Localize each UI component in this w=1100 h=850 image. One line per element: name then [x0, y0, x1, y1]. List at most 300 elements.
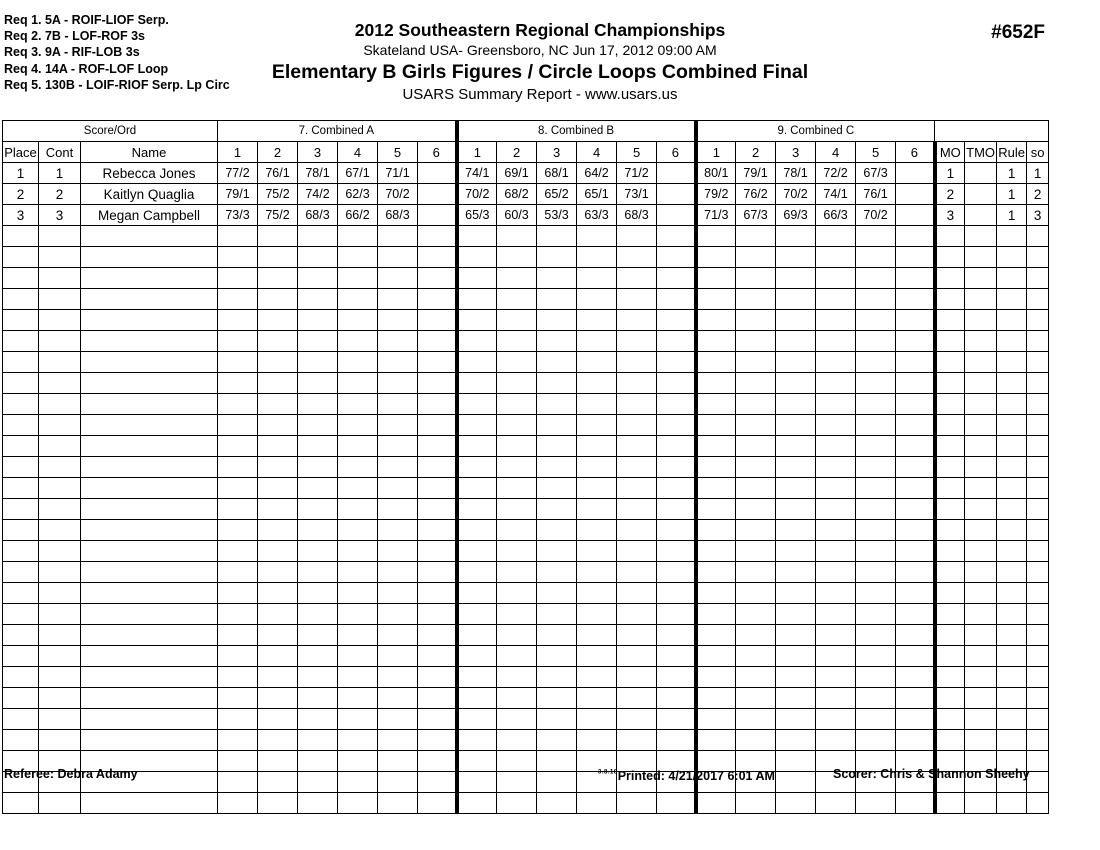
cell-so: [1027, 583, 1049, 604]
cell-c-judge-5: [856, 289, 896, 310]
column-header-a-judge-1: 1: [218, 142, 258, 163]
cell-tmo: [965, 268, 997, 289]
cell-a-judge-4: [338, 352, 378, 373]
cell-b-judge-1: [457, 415, 497, 436]
cell-a-judge-5: [378, 478, 418, 499]
cell-b-judge-6: [657, 331, 696, 352]
cell-a-judge-2: [258, 352, 298, 373]
cell-b-judge-1: 74/1: [457, 163, 497, 184]
cell-b-judge-5: [617, 688, 657, 709]
cell-a-judge-4: [338, 247, 378, 268]
cell-a-judge-1: [218, 499, 258, 520]
cell-a-judge-1: [218, 709, 258, 730]
cell-c-judge-2: [736, 667, 776, 688]
cell-b-judge-6: [657, 352, 696, 373]
cell-a-judge-5: [378, 604, 418, 625]
cell-c-judge-6: [896, 415, 935, 436]
cell-c-judge-3: 78/1: [776, 163, 816, 184]
cell-rule: [997, 373, 1027, 394]
cell-c-judge-4: [816, 436, 856, 457]
cell-rule: [997, 289, 1027, 310]
cell-tmo: [965, 226, 997, 247]
cell-c-judge-2: [736, 289, 776, 310]
cell-a-judge-3: [298, 541, 338, 562]
cell-b-judge-4: [577, 226, 617, 247]
cell-a-judge-6: [418, 730, 457, 751]
cell-cont: [39, 709, 81, 730]
cell-c-judge-1: 71/3: [696, 205, 736, 226]
table-row: [3, 457, 1049, 478]
cell-place: [3, 562, 39, 583]
cell-c-judge-4: [816, 688, 856, 709]
cell-a-judge-4: [338, 226, 378, 247]
cell-a-judge-3: [298, 709, 338, 730]
cell-c-judge-1: [696, 394, 736, 415]
cell-a-judge-5: [378, 667, 418, 688]
printed-timestamp: Printed: 4/21/2017 6:01 AM: [617, 769, 775, 783]
cell-c-judge-3: [776, 352, 816, 373]
cell-a-judge-2: [258, 247, 298, 268]
cell-a-judge-4: [338, 709, 378, 730]
cell-b-judge-1: [457, 373, 497, 394]
cell-c-judge-6: [896, 793, 935, 814]
table-row: [3, 415, 1049, 436]
cell-tmo: [965, 499, 997, 520]
cell-cont: [39, 541, 81, 562]
cell-mo: [935, 709, 965, 730]
cell-c-judge-5: [856, 268, 896, 289]
cell-c-judge-1: [696, 541, 736, 562]
cell-a-judge-5: [378, 226, 418, 247]
cell-tmo: [965, 352, 997, 373]
cell-b-judge-1: 70/2: [457, 184, 497, 205]
cell-a-judge-2: [258, 793, 298, 814]
cell-rule: [997, 394, 1027, 415]
cell-b-judge-4: [577, 562, 617, 583]
cell-b-judge-5: [617, 457, 657, 478]
cell-a-judge-4: [338, 583, 378, 604]
cell-b-judge-6: [657, 205, 696, 226]
cell-b-judge-5: [617, 583, 657, 604]
cell-mo: [935, 331, 965, 352]
cell-c-judge-1: [696, 331, 736, 352]
cell-c-judge-6: [896, 688, 935, 709]
cell-b-judge-4: [577, 352, 617, 373]
cell-c-judge-6: [896, 646, 935, 667]
cell-cont: [39, 352, 81, 373]
cell-tmo: [965, 310, 997, 331]
cell-c-judge-1: [696, 415, 736, 436]
cell-c-judge-6: [896, 436, 935, 457]
cell-b-judge-2: [497, 247, 537, 268]
cell-c-judge-4: [816, 373, 856, 394]
cell-mo: [935, 436, 965, 457]
cell-tmo: [965, 247, 997, 268]
cell-a-judge-5: [378, 289, 418, 310]
cell-b-judge-1: [457, 310, 497, 331]
cell-c-judge-4: [816, 247, 856, 268]
cell-place: [3, 394, 39, 415]
cell-b-judge-4: [577, 289, 617, 310]
requirement-line-4: Req 4. 14A - ROF-LOF Loop: [4, 61, 169, 76]
cell-c-judge-1: [696, 730, 736, 751]
cell-mo: [935, 541, 965, 562]
cell-b-judge-3: [537, 436, 577, 457]
cell-a-judge-4: [338, 646, 378, 667]
cell-b-judge-4: [577, 394, 617, 415]
cell-a-judge-2: [258, 646, 298, 667]
cell-c-judge-6: [896, 541, 935, 562]
cell-name: [81, 394, 218, 415]
cell-a-judge-5: [378, 730, 418, 751]
cell-c-judge-3: [776, 604, 816, 625]
cell-b-judge-1: [457, 646, 497, 667]
cell-a-judge-5: [378, 541, 418, 562]
cell-c-judge-3: [776, 394, 816, 415]
table-row: [3, 331, 1049, 352]
cell-c-judge-1: [696, 562, 736, 583]
cell-cont: [39, 415, 81, 436]
cell-a-judge-1: [218, 289, 258, 310]
cell-b-judge-6: [657, 688, 696, 709]
cell-a-judge-1: [218, 373, 258, 394]
cell-b-judge-2: [497, 730, 537, 751]
cell-c-judge-2: [736, 457, 776, 478]
cell-a-judge-3: [298, 625, 338, 646]
cell-b-judge-4: [577, 604, 617, 625]
cell-b-judge-2: [497, 625, 537, 646]
cell-b-judge-6: [657, 289, 696, 310]
cell-rule: [997, 646, 1027, 667]
group-header-combined-a: 7. Combined A: [218, 121, 457, 142]
cell-b-judge-3: [537, 331, 577, 352]
cell-so: [1027, 373, 1049, 394]
cell-tmo: [965, 793, 997, 814]
cell-a-judge-6: [418, 289, 457, 310]
table-row: [3, 541, 1049, 562]
cell-place: [3, 436, 39, 457]
cell-cont: [39, 310, 81, 331]
cell-b-judge-4: [577, 268, 617, 289]
cell-name: Kaitlyn Quaglia: [81, 184, 218, 205]
cell-a-judge-6: [418, 793, 457, 814]
cell-a-judge-1: [218, 478, 258, 499]
cell-c-judge-5: [856, 352, 896, 373]
cell-c-judge-1: [696, 289, 736, 310]
cell-c-judge-4: [816, 562, 856, 583]
cell-tmo: [965, 415, 997, 436]
cell-b-judge-5: [617, 478, 657, 499]
cell-b-judge-3: [537, 541, 577, 562]
cell-tmo: [965, 478, 997, 499]
cell-c-judge-3: [776, 793, 816, 814]
cell-a-judge-3: [298, 478, 338, 499]
cell-b-judge-1: [457, 625, 497, 646]
table-row: [3, 310, 1049, 331]
cell-b-judge-3: [537, 226, 577, 247]
cell-name: [81, 520, 218, 541]
cell-b-judge-4: [577, 247, 617, 268]
cell-cont: [39, 646, 81, 667]
cell-a-judge-1: [218, 331, 258, 352]
cell-place: [3, 730, 39, 751]
cell-cont: [39, 226, 81, 247]
cell-b-judge-2: [497, 373, 537, 394]
scorer-label: Scorer: Chris & Shannon Sheehy: [833, 767, 1030, 781]
version-label: 3.8.18: [598, 769, 618, 776]
cell-cont: [39, 667, 81, 688]
cell-c-judge-2: [736, 310, 776, 331]
cell-c-judge-5: [856, 730, 896, 751]
cell-a-judge-3: [298, 583, 338, 604]
cell-c-judge-1: [696, 478, 736, 499]
cell-c-judge-4: [816, 352, 856, 373]
event-title: Elementary B Girls Figures / Circle Loops Combined Final: [271, 61, 809, 83]
cell-rule: [997, 352, 1027, 373]
cell-so: [1027, 247, 1049, 268]
cell-a-judge-6: [418, 436, 457, 457]
cell-c-judge-4: [816, 226, 856, 247]
competition-title: 2012 Southeastern Regional Championships: [354, 20, 726, 40]
column-header-b-judge-4: 4: [577, 142, 617, 163]
cell-a-judge-6: [418, 520, 457, 541]
cell-mo: [935, 289, 965, 310]
cell-tmo: [965, 709, 997, 730]
cell-b-judge-2: [497, 289, 537, 310]
cell-c-judge-4: [816, 331, 856, 352]
cell-c-judge-6: [896, 730, 935, 751]
cell-b-judge-6: [657, 415, 696, 436]
cell-b-judge-5: [617, 562, 657, 583]
cell-so: [1027, 793, 1049, 814]
cell-c-judge-6: [896, 499, 935, 520]
cell-a-judge-2: [258, 604, 298, 625]
cell-a-judge-4: 67/1: [338, 163, 378, 184]
cell-a-judge-5: [378, 793, 418, 814]
cell-a-judge-6: [418, 331, 457, 352]
cell-rule: [997, 268, 1027, 289]
cell-a-judge-5: [378, 583, 418, 604]
cell-b-judge-3: [537, 499, 577, 520]
cell-a-judge-5: [378, 562, 418, 583]
cell-a-judge-6: [418, 688, 457, 709]
cell-cont: [39, 457, 81, 478]
cell-c-judge-5: [856, 541, 896, 562]
report-subtitle: USARS Summary Report - www.usars.us: [402, 86, 678, 103]
column-header-name: Name: [81, 142, 218, 163]
cell-a-judge-5: 70/2: [378, 184, 418, 205]
cell-b-judge-5: [617, 667, 657, 688]
cell-c-judge-5: [856, 415, 896, 436]
table-row: [3, 226, 1049, 247]
cell-so: [1027, 520, 1049, 541]
cell-so: [1027, 415, 1049, 436]
cell-tmo: [965, 604, 997, 625]
cell-name: [81, 310, 218, 331]
table-row: [3, 646, 1049, 667]
cell-name: [81, 247, 218, 268]
cell-b-judge-5: [617, 415, 657, 436]
cell-b-judge-1: [457, 667, 497, 688]
cell-b-judge-5: [617, 604, 657, 625]
cell-a-judge-1: [218, 352, 258, 373]
cell-name: [81, 352, 218, 373]
cell-tmo: [965, 331, 997, 352]
cell-b-judge-2: 69/1: [497, 163, 537, 184]
cell-c-judge-1: [696, 436, 736, 457]
cell-c-judge-5: 67/3: [856, 163, 896, 184]
cell-rule: [997, 436, 1027, 457]
cell-name: [81, 331, 218, 352]
column-header-so: so: [1027, 142, 1049, 163]
cell-b-judge-3: [537, 289, 577, 310]
cell-cont: [39, 499, 81, 520]
cell-place: [3, 247, 39, 268]
cell-a-judge-6: [418, 583, 457, 604]
cell-a-judge-4: [338, 730, 378, 751]
cell-tmo: [965, 541, 997, 562]
cell-place: [3, 457, 39, 478]
cell-a-judge-5: 68/3: [378, 205, 418, 226]
table-row: [3, 730, 1049, 751]
cell-so: [1027, 541, 1049, 562]
group-header-combined-c: 9. Combined C: [696, 121, 935, 142]
cell-b-judge-4: [577, 415, 617, 436]
cell-c-judge-4: [816, 289, 856, 310]
cell-b-judge-2: [497, 499, 537, 520]
column-header-place: Place: [3, 142, 39, 163]
cell-rule: [997, 478, 1027, 499]
cell-b-judge-3: [537, 268, 577, 289]
cell-tmo: [965, 625, 997, 646]
table-row: [3, 184, 1049, 205]
cell-b-judge-5: 71/2: [617, 163, 657, 184]
cell-c-judge-3: [776, 583, 816, 604]
cell-name: [81, 478, 218, 499]
cell-a-judge-4: [338, 415, 378, 436]
cell-a-judge-3: [298, 268, 338, 289]
cell-b-judge-3: [537, 793, 577, 814]
cell-a-judge-1: [218, 226, 258, 247]
cell-so: [1027, 709, 1049, 730]
cell-a-judge-3: [298, 352, 338, 373]
cell-c-judge-3: [776, 688, 816, 709]
table-row: [3, 163, 1049, 184]
cell-b-judge-3: [537, 310, 577, 331]
cell-a-judge-3: [298, 457, 338, 478]
table-row: [3, 373, 1049, 394]
cell-b-judge-3: [537, 373, 577, 394]
cell-c-judge-3: [776, 499, 816, 520]
cell-so: [1027, 226, 1049, 247]
cell-rule: [997, 499, 1027, 520]
cell-c-judge-5: [856, 793, 896, 814]
cell-cont: [39, 268, 81, 289]
cell-tmo: [965, 394, 997, 415]
cell-c-judge-4: [816, 415, 856, 436]
cell-rule: [997, 226, 1027, 247]
cell-b-judge-6: [657, 646, 696, 667]
cell-c-judge-4: [816, 667, 856, 688]
cell-so: [1027, 331, 1049, 352]
cell-b-judge-3: [537, 709, 577, 730]
cell-c-judge-2: 67/3: [736, 205, 776, 226]
cell-place: [3, 373, 39, 394]
cell-cont: 2: [39, 184, 81, 205]
cell-c-judge-2: [736, 331, 776, 352]
cell-a-judge-2: [258, 541, 298, 562]
cell-cont: [39, 793, 81, 814]
cell-b-judge-6: [657, 730, 696, 751]
cell-b-judge-5: [617, 394, 657, 415]
cell-place: [3, 583, 39, 604]
cell-c-judge-4: [816, 499, 856, 520]
cell-c-judge-3: [776, 226, 816, 247]
cell-a-judge-2: 76/1: [258, 163, 298, 184]
cell-mo: [935, 310, 965, 331]
cell-mo: 2: [935, 184, 965, 205]
cell-c-judge-6: [896, 478, 935, 499]
cell-c-judge-2: 76/2: [736, 184, 776, 205]
cell-a-judge-6: [418, 268, 457, 289]
cell-a-judge-5: [378, 436, 418, 457]
cell-b-judge-5: [617, 709, 657, 730]
cell-so: [1027, 667, 1049, 688]
cell-c-judge-5: [856, 604, 896, 625]
cell-c-judge-6: [896, 289, 935, 310]
cell-place: [3, 415, 39, 436]
cell-a-judge-1: [218, 520, 258, 541]
cell-b-judge-5: [617, 646, 657, 667]
cell-b-judge-6: [657, 373, 696, 394]
cell-tmo: [965, 289, 997, 310]
cell-b-judge-1: [457, 688, 497, 709]
cell-b-judge-4: [577, 709, 617, 730]
cell-a-judge-1: [218, 562, 258, 583]
cell-a-judge-6: [418, 667, 457, 688]
cell-b-judge-5: [617, 352, 657, 373]
cell-b-judge-6: [657, 394, 696, 415]
table-row: [3, 667, 1049, 688]
column-header-c-judge-6: 6: [896, 142, 935, 163]
cell-c-judge-6: [896, 457, 935, 478]
cell-a-judge-4: [338, 667, 378, 688]
cell-b-judge-6: [657, 583, 696, 604]
cell-a-judge-4: [338, 289, 378, 310]
cell-c-judge-4: [816, 310, 856, 331]
column-header-b-judge-6: 6: [657, 142, 696, 163]
cell-so: 2: [1027, 184, 1049, 205]
cell-c-judge-6: [896, 163, 935, 184]
table-row: [3, 394, 1049, 415]
cell-a-judge-3: [298, 688, 338, 709]
cell-so: [1027, 688, 1049, 709]
cell-c-judge-2: [736, 247, 776, 268]
cell-b-judge-5: [617, 541, 657, 562]
cell-c-judge-1: 79/2: [696, 184, 736, 205]
cell-a-judge-6: [418, 646, 457, 667]
cell-cont: [39, 289, 81, 310]
cell-rule: [997, 247, 1027, 268]
cell-so: [1027, 478, 1049, 499]
cell-c-judge-1: [696, 373, 736, 394]
cell-c-judge-6: [896, 667, 935, 688]
cell-a-judge-4: [338, 793, 378, 814]
cell-a-judge-4: [338, 394, 378, 415]
cell-a-judge-2: [258, 688, 298, 709]
cell-b-judge-6: [657, 604, 696, 625]
cell-b-judge-2: [497, 436, 537, 457]
